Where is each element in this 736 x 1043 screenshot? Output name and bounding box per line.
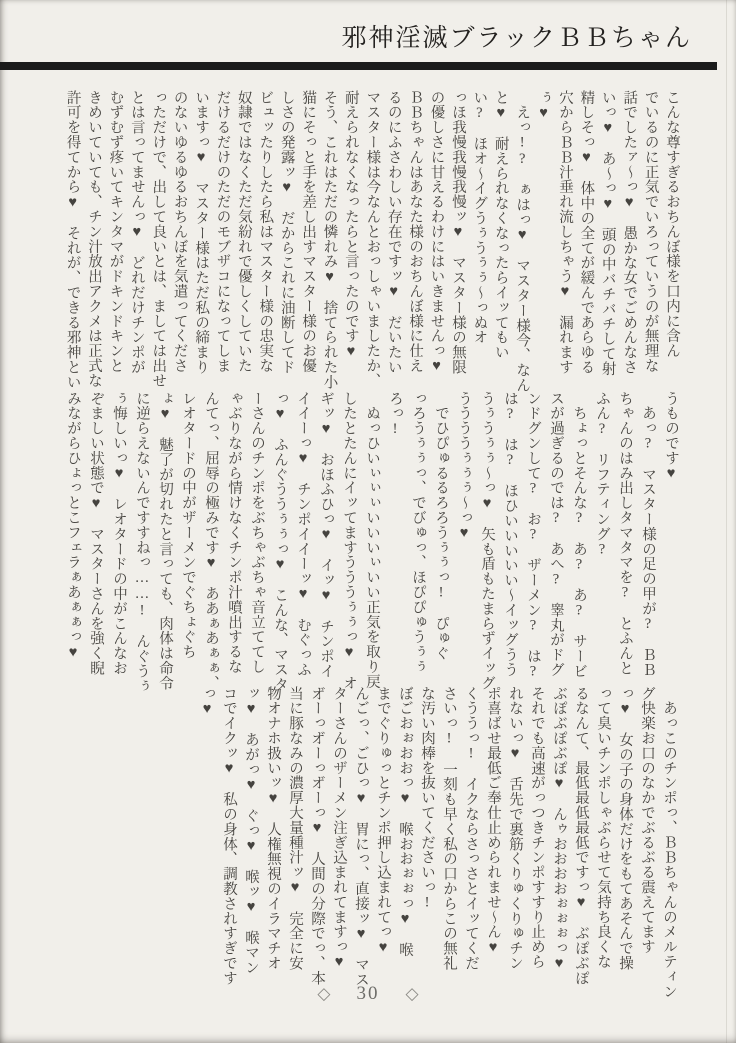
text-column: っほ我慢我慢我慢ッ♥ マスター様の無限 <box>449 90 466 375</box>
text-column: っ♥ 女の子の身体だけをもてあそんで操 <box>617 686 633 971</box>
footer-diamond-left-icon: ◇ <box>317 984 331 1003</box>
text-column: うぅうぅぅ〜っ♥ 矢も盾もたまらずイッグ <box>479 391 495 691</box>
text-column: ＢＢちゃんはあなた様のおちんぼ様に仕え <box>407 90 424 374</box>
text-column: っ♥ <box>199 686 215 718</box>
footer-diamond-right-icon: ◇ <box>405 984 419 1003</box>
text-column: でいるのに正気でいろっていうのが無理な <box>642 90 659 374</box>
text-column: ターさんのザーメン注ぎ込まれてますっ♥ <box>331 686 347 971</box>
text-column: ポ喜ばせ最低ご奉仕止められませ〜ん♥ <box>485 686 501 956</box>
text-column: あっこのチンポっ、ＢＢちゃんのメルティン <box>661 686 677 999</box>
text-column: ゃぶりながら情けなくチンポ汁噴出するな <box>226 391 242 675</box>
text-column: えっ!? ぁはっ♥ マスター様今、なん <box>514 90 531 393</box>
text-column: ぬっひいぃぃぃいいいぃいい正気を取り戻 <box>364 391 380 689</box>
text-column: イイーっ♥ チンポイイーッ♥ むぐっふ <box>295 391 311 678</box>
text-column: 精しそっ♥ 体中の全てが緩んであらゆる <box>578 90 595 375</box>
text-column: オ゙ーっオ゙ーっオ゙ーっ♥ 人間の分際でっ、本 <box>309 686 325 986</box>
text-column: ろっ! <box>387 391 403 438</box>
text-column: コでイクッ♥ 私の身体、調教されすぎです <box>221 686 237 986</box>
text-column: 物オナホ扱いッ♥ 人権無視のイラマチオ <box>265 686 281 971</box>
text-column: むずむず疼いてキンタマがドキンドキンと <box>107 90 124 374</box>
text-column: ふん? リフティング? <box>594 391 610 558</box>
text-column: みながらひょっとこフェラぁあぁぁっ♥ <box>65 391 81 661</box>
text-column: っ♥ ふんぐううぅぅっ♥ こんな、マスタ <box>272 391 288 692</box>
text-column: グ快楽お口のなかでぶるぶる震えてます <box>639 686 655 955</box>
text-column: 穴からＢＢ汁垂れ流しちゃう♥ 漏れます <box>556 90 573 375</box>
text-column: 猫にそっと手を差し出すマスター様のお優 <box>300 90 317 374</box>
text-column: ぅ♥ <box>535 90 552 122</box>
text-column: っろうぅぅっ、でびゅっ、ほぴぴゅうぅぅ <box>410 391 426 675</box>
text-column: あっ? マスター様の足の甲が? ＢＢ <box>640 391 656 678</box>
text-column: までぐりゅっとチンポ押し込まれてっ♥ <box>375 686 391 956</box>
text-column: ぶぽぶぽぶぽ♥ んゥおおおおぉぉぉっ♥ <box>551 686 567 973</box>
text-column: な汚い肉棒を抜いてくださいっ! <box>419 686 435 911</box>
text-column: のないゆるゆるおちんぼを気遣ってくださ <box>171 90 188 374</box>
text-column: は? は? ほひいいいいい〜イッグうう <box>502 391 518 678</box>
vertical-text-block-2 <box>61 391 682 694</box>
scan-crease-line <box>726 0 727 1043</box>
text-column: きめいていても、チン汁放出アクメは正式な <box>86 90 103 388</box>
text-column: くううっ! イクならさっさとイッてくだ <box>463 686 479 971</box>
text-column: 話でしたァ〜っ♥ 愚かな女でごめんなさ <box>621 90 638 375</box>
text-column: うものです♥ <box>663 391 679 482</box>
text-column: それでも高速がっつきチンポすすり止めら <box>529 686 545 970</box>
text-column: って臭いチンポしゃぶらせて気持ち良くな <box>595 686 611 970</box>
text-column: い? ほオ〜イグうぅうぅぅ〜っぬオ <box>471 90 488 345</box>
text-column: るのにふさわしい存在ですッ♥ だいたい <box>385 90 402 375</box>
header-rule <box>0 62 717 70</box>
text-column: スが過ぎるのでは? あへ? 睾丸がドグ <box>548 391 564 678</box>
text-column: ぼごおぉおおっ♥ 喉おおぉぉっ♥ 喉 <box>397 686 413 958</box>
text-column: んごっ、ごひっ♥ 胃にっ、直接ッ♥ マス <box>353 686 369 987</box>
text-column: ょ♥ 魅了が切れたと言っても、肉体は命令 <box>157 391 173 691</box>
text-column: いっ♥ あ〜っ♥ 頭の中バチバチして射 <box>599 90 616 377</box>
text-column: したとたんにイッてますうううぅぅっ♥ オ <box>341 391 357 691</box>
text-column: るなんて、最低最低最低ですっ♥ ぶぽぶぽ <box>573 686 589 986</box>
text-column: ううううぅぅぅ〜っ♥ <box>456 391 472 542</box>
text-column: ぞましい状態で♥ マスターさんを強く睨 <box>88 391 104 676</box>
text-column: ーさんのチンポをぶちゃぶちゃ音立ててし <box>249 391 265 675</box>
text-column: っただけで、出して良いとは、ましては出せ <box>150 90 167 388</box>
text-column: しさの発露ッ♥ だからこれに油断してド <box>278 90 295 375</box>
text-column: ビュッたりしたら私はマスター様の忠実な <box>257 90 274 374</box>
text-column: とは言ってませんっ♥ どれだけチンポが <box>128 90 145 375</box>
text-column: ンドグンして? お? ザーメン? は? <box>525 391 541 681</box>
text-column: 当に豚なみの濃厚大量種汁ッ♥ 完全に安 <box>287 686 303 971</box>
text-column: の優しさに甘えるわけにはいきませんっ♥ <box>428 90 445 375</box>
text-column: れないっ♥ 舌先で裏筋くりゅくりゅチン <box>507 686 523 971</box>
text-column: 奴隷ではなくただ気紛れで優しくしていた <box>235 90 252 374</box>
text-column: ッ♥ あがっ♥ ぐっ♥ 喉ッ♥ 喉マン <box>243 686 259 976</box>
text-column: こんな尊すぎるおちんぼ様を口内に含ん <box>664 90 680 359</box>
text-column: ぅ悔しいっ♥ レオタードの中がこんなお <box>111 391 127 676</box>
page-number: 30 <box>356 983 380 1004</box>
text-column: と♥ 耐えられなくなったらイッてもい <box>492 90 509 360</box>
text-column: んてっ、屈辱の極みです♥ ああぁあぁぁ、 <box>203 391 219 691</box>
text-column: いますっ♥ マスター様はただ私の締まり <box>193 90 210 375</box>
text-column: さいっ! 一刻も早く私の口からこの無礼 <box>441 686 457 971</box>
text-column: 許可を得てから♥ それが、できる邪神とい <box>64 90 81 390</box>
text-column: ギッ♥ おほふひっ♥ イッ♥ チンポイ <box>318 391 334 679</box>
page-footer <box>0 983 736 1005</box>
text-column: マスター様は今なんとおっしゃいましたか、 <box>364 90 381 388</box>
vertical-text-block-1 <box>61 90 682 392</box>
text-column: だけるだけのただのモブザコになってしま <box>214 90 231 374</box>
text-column: ちょっとそんな? あ? あ? サービ <box>571 391 587 679</box>
text-column: ちゃんのはみ出しタマタマを? とふんと <box>617 391 633 676</box>
page-title: 邪神淫滅ブラックＢＢちゃん <box>341 25 692 52</box>
text-column: 耐えられなくなったらと言ったのです♥ <box>342 90 359 360</box>
text-column: でひぴゅるるろろうぅぅっ! ぴゅぐ <box>433 391 449 661</box>
text-column: そう、これはただの憐れみ♥ 捨てられた小 <box>321 90 338 390</box>
text-column: に逆らえないんですすねっ……! んぐうぅ <box>134 391 150 694</box>
text-column: レオタードの中がザーメンでぐちょぐち <box>180 391 196 660</box>
